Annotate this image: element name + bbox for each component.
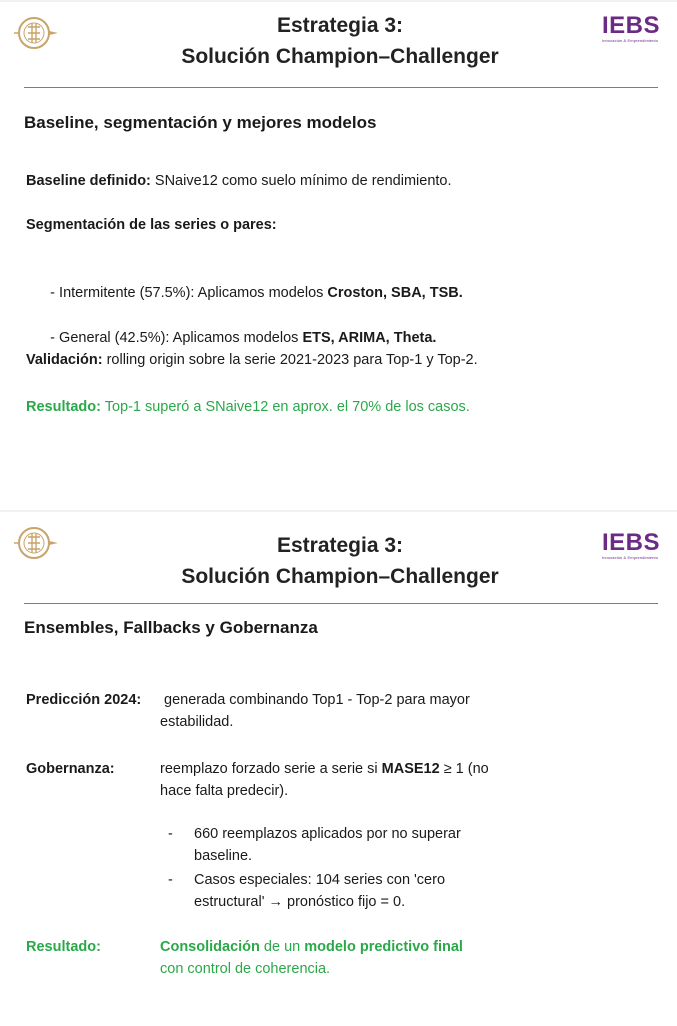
iebs-logo: IEBS Innovación & Emprendimiento xyxy=(602,529,661,560)
iebs-logo: IEBS Innovación & Emprendimiento xyxy=(602,12,661,43)
result-text: Consolidación de un modelo predictivo final con control de coherencia. xyxy=(160,939,463,977)
slide-1 xyxy=(0,0,677,470)
bullet-dash: - xyxy=(168,826,173,842)
dollar-globe-logo-icon xyxy=(12,12,64,52)
dollar-globe-logo-icon xyxy=(12,522,64,562)
slide-title-line1: Estrategia 3: xyxy=(276,14,404,37)
slide-title-line2: Solución Champion–Challenger xyxy=(181,565,499,588)
prediction-text: generada combinando Top1 - Top-2 para mayor estabilidad. xyxy=(160,692,470,730)
validation-paragraph xyxy=(26,349,478,371)
result-text: Top-1 superó a SNaive12 en aprox. el 70% de los casos. xyxy=(100,399,470,415)
intermittent-models: Croston, SBA, TSB. xyxy=(327,285,463,301)
intermittent-text: - Intermitente (57.5%): Aplicamos modelos xyxy=(42,285,328,301)
result-label: Resultado: xyxy=(26,939,101,955)
baseline-label: Baseline definido: xyxy=(26,173,151,189)
bullet-item-replacements: 660 reemplazos aplicados por no superar baseline. xyxy=(194,826,461,864)
governance-label: Gobernanza: xyxy=(26,761,115,777)
validation-text: rolling origin sobre la serie 2021-2023 para Top-1 y Top-2. xyxy=(102,352,478,368)
general-text: - General (42.5%): Aplicamos modelos xyxy=(42,330,303,346)
segmentation-heading: Segmentación de las series o pares: xyxy=(26,217,277,233)
general-models: ETS, ARIMA, Theta. xyxy=(302,330,437,346)
bullet-dash: - xyxy=(168,872,173,888)
slide-title-line2: Solución Champion–Challenger xyxy=(181,45,499,68)
section-heading: Ensembles, Fallbacks y Gobernanza xyxy=(24,618,318,637)
slide-top-border xyxy=(0,0,677,2)
prediction-label: Predicción 2024: xyxy=(26,692,142,708)
governance-text: reemplazo forzado serie a serie si MASE12 ≥ 1 (no hace falta predecir). xyxy=(160,761,489,799)
title-divider xyxy=(24,87,658,88)
title-divider xyxy=(24,603,658,604)
validation-label: Validación: xyxy=(26,352,103,368)
result-paragraph xyxy=(26,396,470,418)
slide-title-line1: Estrategia 3: xyxy=(276,534,404,557)
section-heading: Baseline, segmentación y mejores modelos xyxy=(24,113,377,132)
slide-top-border xyxy=(0,510,677,512)
baseline-paragraph xyxy=(26,170,452,192)
result-label: Resultado: xyxy=(26,399,101,415)
bullet-item-special-cases: Casos especiales: 104 series con 'cero estructural' → pronóstico fijo = 0. xyxy=(194,872,446,910)
baseline-text: SNaive12 como suelo mínimo de rendimiento. xyxy=(150,173,452,189)
slide-2 xyxy=(0,510,677,1026)
